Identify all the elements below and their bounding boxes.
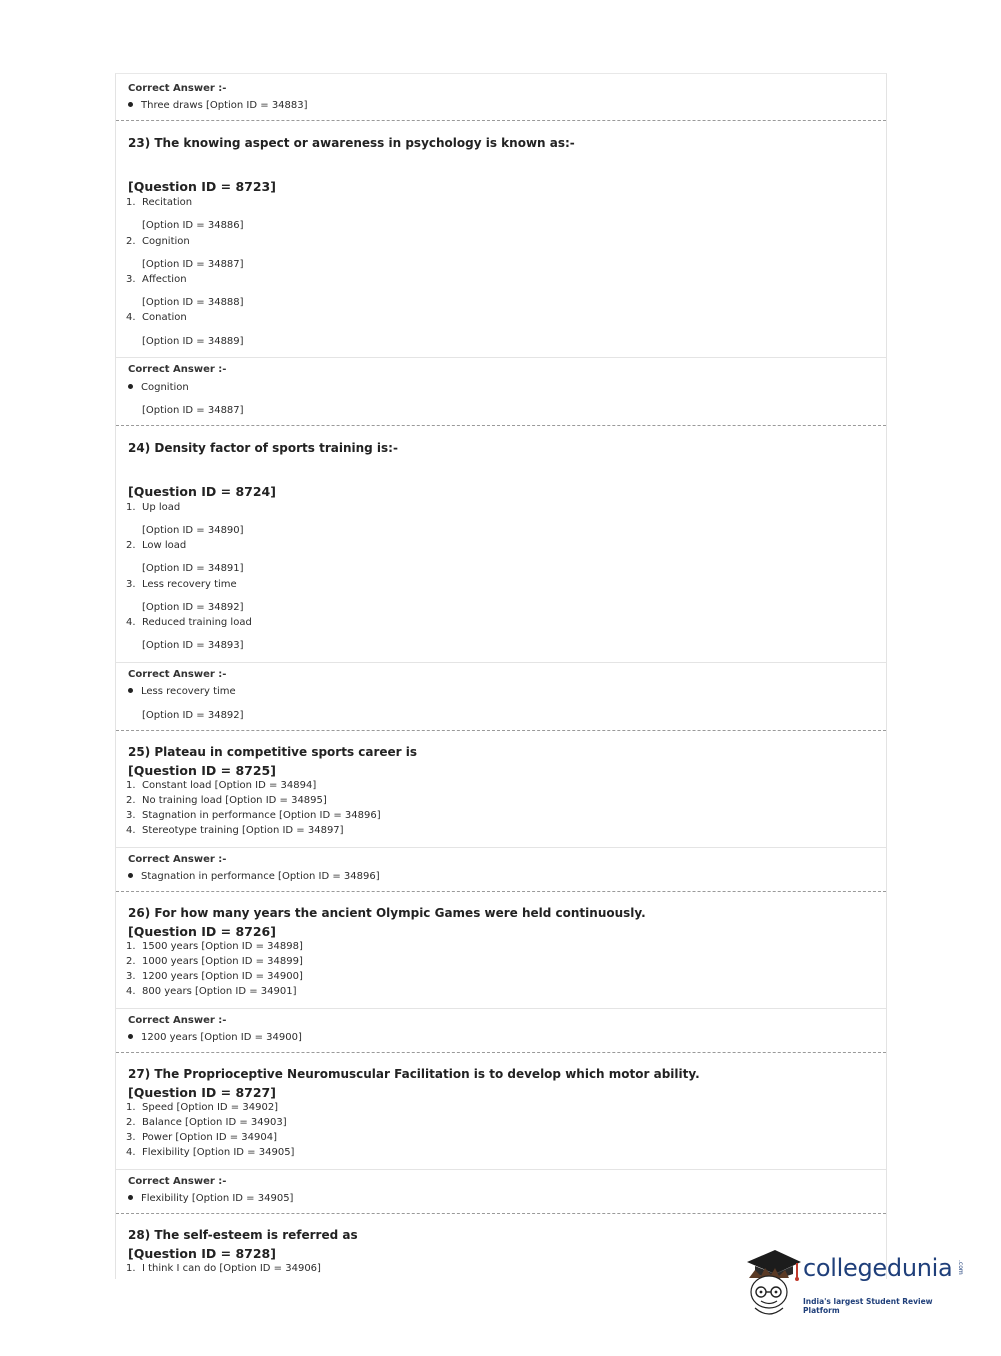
question-id: [Question ID = 8728] xyxy=(128,1246,276,1261)
option-item: 4. Conation xyxy=(126,312,187,323)
correct-answer-option-id: [Option ID = 34892] xyxy=(142,710,244,721)
question-id: [Question ID = 8725] xyxy=(128,763,276,778)
option-item: 3. Power [Option ID = 34904] xyxy=(126,1132,277,1143)
question-id: [Question ID = 8723] xyxy=(128,179,276,194)
option-item: 3. Less recovery time xyxy=(126,579,237,590)
question-title: 23) The knowing aspect or awareness in psychology is known as:- xyxy=(128,136,575,150)
separator xyxy=(116,847,886,848)
option-item: 4. Flexibility [Option ID = 34905] xyxy=(126,1147,295,1158)
correct-answer-label: Correct Answer :- xyxy=(128,1015,227,1026)
question-id: [Question ID = 8726] xyxy=(128,924,276,939)
correct-answer-label: Correct Answer :- xyxy=(128,364,227,375)
option-item: 1. 1500 years [Option ID = 34898] xyxy=(126,941,303,952)
correct-answer-label: Correct Answer :- xyxy=(128,669,227,680)
question-title: 24) Density factor of sports training is:- xyxy=(128,441,398,455)
question-id: [Question ID = 8727] xyxy=(128,1085,276,1100)
correct-answer: 1200 years [Option ID = 34900] xyxy=(128,1032,302,1043)
question-title: 25) Plateau in competitive sports career is xyxy=(128,745,418,759)
document-page xyxy=(115,73,887,1279)
option-item: 1. I think I can do [Option ID = 34906] xyxy=(126,1263,321,1274)
bullet-icon xyxy=(128,873,133,878)
option-item: 3. Stagnation in performance [Option ID = 34896] xyxy=(126,810,381,821)
option-id: [Option ID = 34893] xyxy=(142,640,244,651)
correct-answer: Flexibility [Option ID = 34905] xyxy=(128,1193,293,1204)
collegedunia-logo[interactable] xyxy=(741,1248,971,1320)
logo-wordmark: collegedunia xyxy=(803,1254,953,1282)
divider xyxy=(116,1052,886,1053)
option-item: 2. Balance [Option ID = 34903] xyxy=(126,1117,287,1128)
option-item: 2. Cognition xyxy=(126,236,190,247)
option-item: 1. Up load xyxy=(126,502,181,513)
option-id: [Option ID = 34892] xyxy=(142,602,244,613)
question-title: 26) For how many years the ancient Olympic Games were held continuously. xyxy=(128,906,646,920)
separator xyxy=(116,1008,886,1009)
option-item: 1. Constant load [Option ID = 34894] xyxy=(126,780,317,791)
option-item: 2. Low load xyxy=(126,540,187,551)
option-item: 4. 800 years [Option ID = 34901] xyxy=(126,986,297,997)
divider xyxy=(116,1213,886,1214)
option-item: 3. 1200 years [Option ID = 34900] xyxy=(126,971,303,982)
option-id: [Option ID = 34889] xyxy=(142,336,244,347)
option-id: [Option ID = 34887] xyxy=(142,259,244,270)
bullet-icon xyxy=(128,102,133,107)
option-id: [Option ID = 34890] xyxy=(142,525,244,536)
correct-answer-label: Correct Answer :- xyxy=(128,1176,227,1187)
divider xyxy=(116,425,886,426)
option-item: 4. Reduced training load xyxy=(126,617,252,628)
divider xyxy=(116,120,886,121)
option-item: 4. Stereotype training [Option ID = 34897] xyxy=(126,825,344,836)
bullet-icon xyxy=(128,688,133,693)
correct-answer: Stagnation in performance [Option ID = 34896] xyxy=(128,871,380,882)
mascot-icon xyxy=(741,1248,803,1320)
option-item: 3. Affection xyxy=(126,274,187,285)
option-id: [Option ID = 34886] xyxy=(142,220,244,231)
option-id: [Option ID = 34888] xyxy=(142,297,244,308)
correct-answer-label: Correct Answer :- xyxy=(128,854,227,865)
question-title: 27) The Proprioceptive Neuromuscular Facilitation is to develop which motor ability. xyxy=(128,1067,700,1081)
correct-answer: Cognition xyxy=(128,382,189,393)
correct-answer-option-id: [Option ID = 34887] xyxy=(142,405,244,416)
separator xyxy=(116,1169,886,1170)
bullet-icon xyxy=(128,1034,133,1039)
separator xyxy=(116,662,886,663)
question-id: [Question ID = 8724] xyxy=(128,484,276,499)
divider xyxy=(116,730,886,731)
bullet-icon xyxy=(128,1195,133,1200)
divider xyxy=(116,891,886,892)
separator xyxy=(116,357,886,358)
correct-answer: Three draws [Option ID = 34883] xyxy=(128,100,308,111)
correct-answer: Less recovery time xyxy=(128,686,236,697)
logo-tagline: India's largest Student Review Platform xyxy=(803,1297,933,1315)
option-item: 2. No training load [Option ID = 34895] xyxy=(126,795,327,806)
option-item: 2. 1000 years [Option ID = 34899] xyxy=(126,956,303,967)
option-item: 1. Recitation xyxy=(126,197,193,208)
question-title: 28) The self-esteem is referred as xyxy=(128,1228,358,1242)
option-id: [Option ID = 34891] xyxy=(142,563,244,574)
correct-answer-label: Correct Answer :- xyxy=(128,83,227,94)
bullet-icon xyxy=(128,384,133,389)
logo-suffix: .com xyxy=(957,1260,964,1275)
option-item: 1. Speed [Option ID = 34902] xyxy=(126,1102,279,1113)
